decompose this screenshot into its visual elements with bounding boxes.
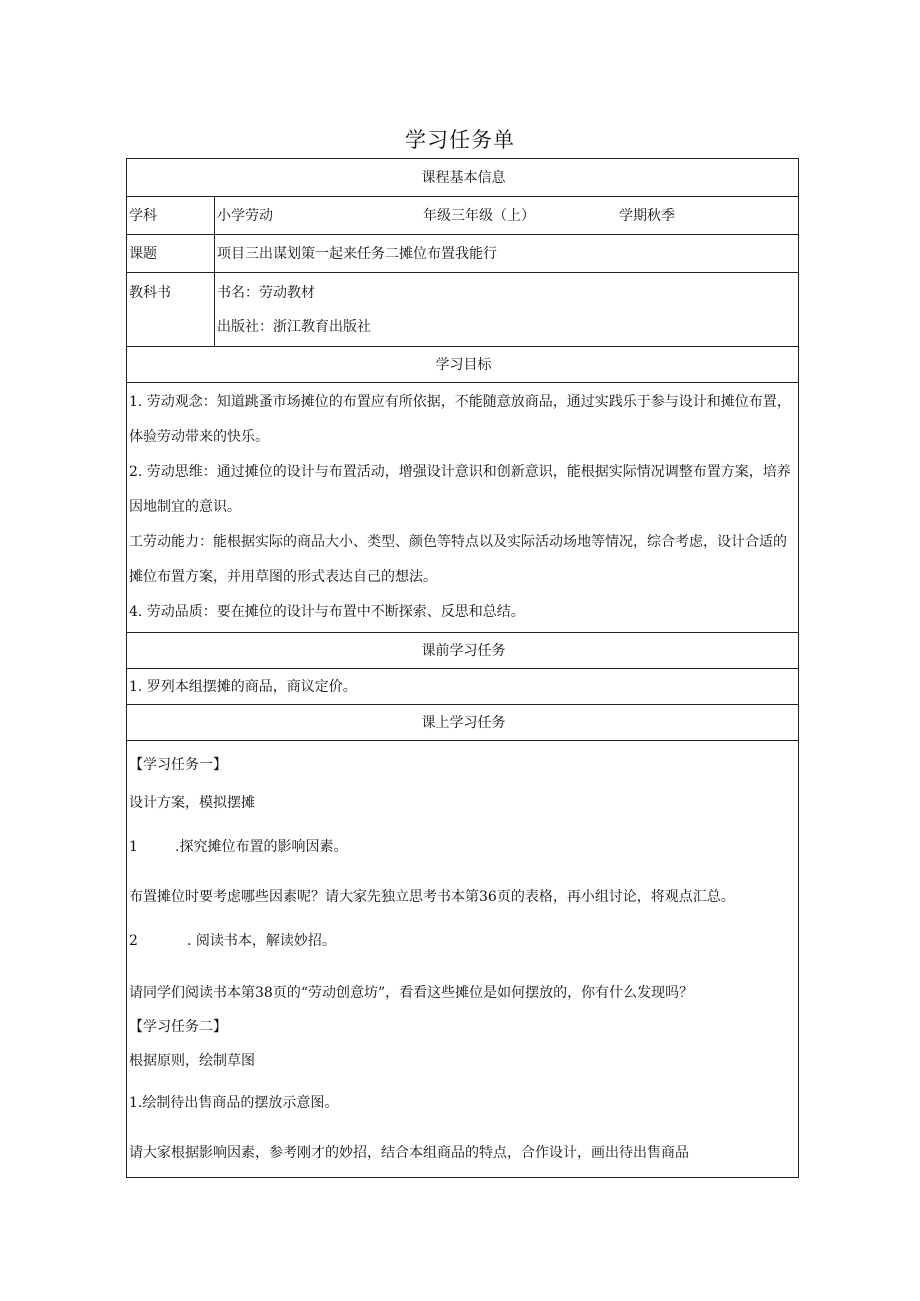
in-class-row: [127, 741, 799, 1178]
objectives-list: [127, 383, 799, 633]
basic-info-heading: 课程基本信息: [127, 159, 799, 197]
in-class-header-row: [127, 705, 799, 741]
objectives-heading: 学习目标: [127, 347, 799, 383]
in-class-tasks: [127, 741, 799, 1178]
topic-row: [127, 235, 799, 273]
step3-text: 1.绘制待出售商品的摆放示意图。: [129, 1095, 339, 1111]
step1: [129, 837, 798, 857]
objective-item: 工劳动能力：能根据实际的商品大小、类型、颜色等特点以及实际活动场地等情况，综合考虑，设计合适的摊位布置方案，并用草图的形式表达自己的想法。: [129, 534, 787, 585]
topic-label: 课题: [127, 235, 215, 273]
textbook-row: [127, 273, 799, 347]
task-sheet-table: [126, 158, 799, 1178]
pre-class-row: [127, 669, 799, 705]
pre-class-header-row: [127, 633, 799, 669]
basic-info-header-row: [127, 159, 799, 197]
objectives-row: [127, 383, 799, 633]
subject-info: [215, 197, 799, 235]
task1-title: 【学习任务一】: [129, 757, 227, 773]
pre-class-heading: 课前学习任务: [127, 633, 799, 669]
page-title: 学习任务单: [405, 128, 515, 152]
in-class-heading: 课上学习任务: [127, 705, 799, 741]
topic-value: 项目三出谋划策一起来任务二摊位布置我能行: [215, 235, 799, 273]
step1-desc: 布置摊位时要考虑哪些因素呢？请大家先独立思考书本第36页的表格，再小组讨论，将观点汇总。: [129, 889, 735, 905]
term-value: 学期秋季: [619, 207, 675, 224]
publisher: 出版社：浙江教育出版社: [217, 318, 371, 335]
task1-subtitle: 设计方案，模拟摆摊: [129, 795, 255, 811]
step1-number: 1: [129, 839, 138, 855]
subject-row: [127, 197, 799, 235]
objective-item: 1. 劳动观念：知道跳蚤市场摊位的布置应有所依据，不能随意放商品，通过实践乐于参与设计和摊位布置，体验劳动带来的快乐。: [129, 394, 791, 445]
step2: [129, 931, 798, 951]
subject-value: 小学劳动: [217, 207, 273, 224]
textbook-label: 教科书: [127, 273, 215, 347]
objectives-header-row: [127, 347, 799, 383]
task2-title: 【学习任务二】: [129, 1019, 227, 1035]
subject-label: 学科: [127, 197, 215, 235]
step3-desc: 请大家根据影响因素，参考刚才的妙招，结合本组商品的特点，合作设计，画出待出售商品: [129, 1145, 689, 1161]
step2-desc: 请同学们阅读书本第38页的“劳动创意坊”，看看这些摊位是如何摆放的，你有什么发现吗？: [129, 985, 694, 1001]
pre-class-item: 1. 罗列本组摆摊的商品，商议定价。: [127, 669, 799, 705]
task2-subtitle: 根据原则，绘制草图: [129, 1053, 255, 1069]
objective-item: 4. 劳动品质：要在摊位的设计与布置中不断探索、反思和总结。: [129, 604, 525, 620]
step2-number: 2: [129, 933, 138, 949]
step1-text: .探究摊位布置的影响因素。: [175, 839, 348, 855]
book-name: 书名：劳动教材: [217, 284, 315, 301]
step2-text: . 阅读书本，解读妙招。: [187, 933, 336, 949]
textbook-info: [215, 273, 799, 347]
objective-item: 2. 劳动思维：通过摊位的设计与布置活动，增强设计意识和创新意识，能根据实际情况调整布置方案，培养因地制宜的意识。: [129, 464, 791, 515]
grade-value: 年级三年级（上）: [423, 207, 535, 224]
